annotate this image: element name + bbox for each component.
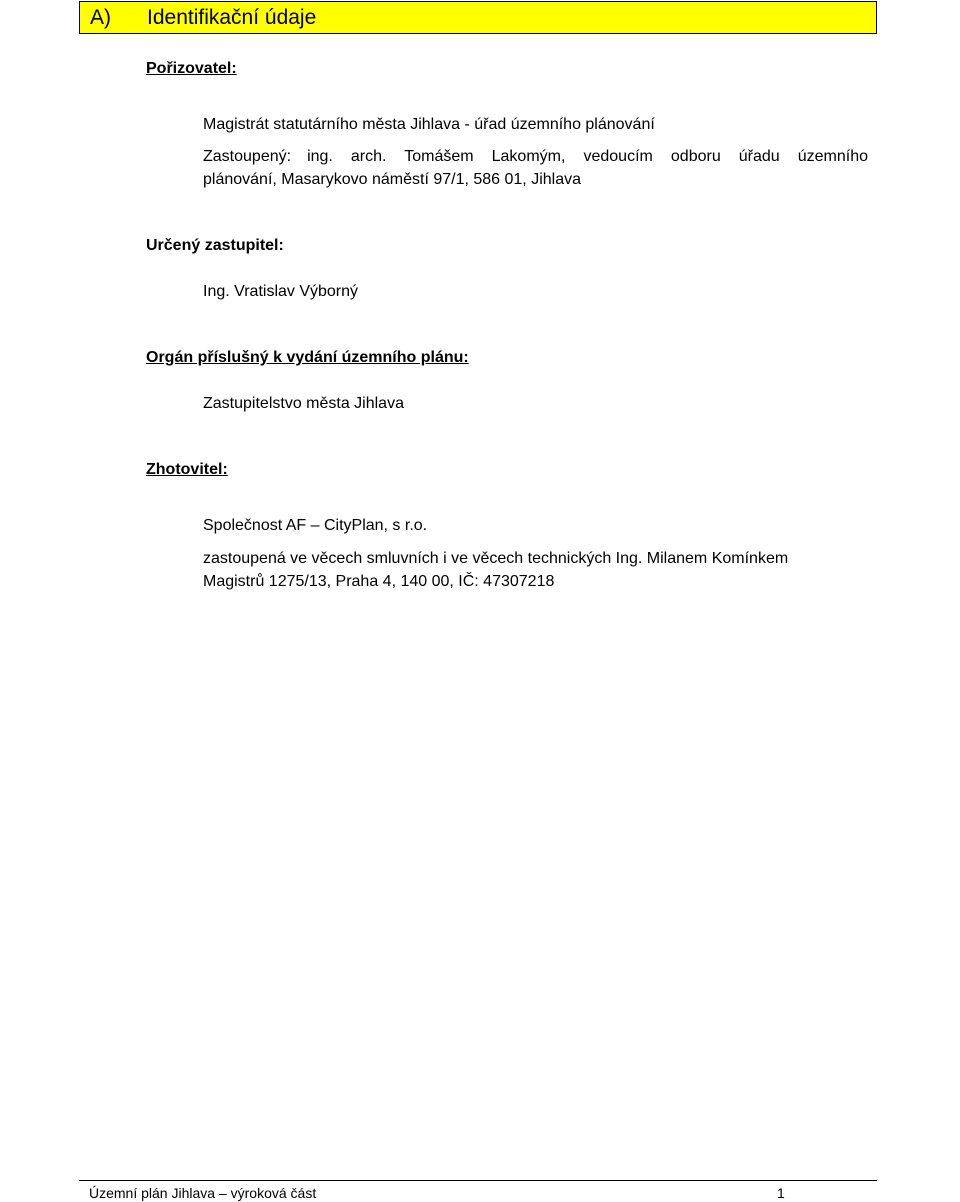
footer-divider bbox=[79, 1180, 877, 1181]
section-title: Identifikační údaje bbox=[147, 6, 317, 29]
zhotovitel-address: Magistrů 1275/13, Praha 4, 140 00, IČ: 47307218 bbox=[203, 573, 555, 590]
page-number: 1 bbox=[777, 1185, 785, 1201]
section-heading bbox=[79, 1, 877, 34]
representative-name: ing. arch. Tomášem Lakomým, vedoucím odboru úřadu územního bbox=[307, 148, 868, 165]
organ-label: Orgán příslušný k vydání územního plánu: bbox=[146, 349, 469, 366]
zhotovitel-name: Společnost AF – CityPlan, s r.o. bbox=[203, 517, 428, 534]
section-number: A) bbox=[90, 6, 111, 29]
zastupitel-label: Určený zastupitel: bbox=[146, 237, 284, 254]
footer-title: Územní plán Jihlava – výroková část bbox=[89, 1185, 317, 1201]
porizovatel-label: Pořizovatel: bbox=[146, 60, 237, 77]
representative-address: plánování, Masarykovo náměstí 97/1, 586 01, Jihlava bbox=[203, 171, 581, 188]
porizovatel-name: Magistrát statutárního města Jihlava - úřad územního plánování bbox=[203, 116, 655, 133]
zhotovitel-represented: zastoupená ve věcech smluvních i ve věcech technických Ing. Milanem Komínkem bbox=[203, 550, 789, 567]
porizovatel-representative bbox=[203, 145, 868, 191]
zhotovitel-label: Zhotovitel: bbox=[146, 461, 228, 478]
organ-name: Zastupitelstvo města Jihlava bbox=[203, 395, 404, 412]
zastupitel-name: Ing. Vratislav Výborný bbox=[203, 283, 359, 300]
representative-label: Zastoupený: bbox=[203, 148, 292, 165]
